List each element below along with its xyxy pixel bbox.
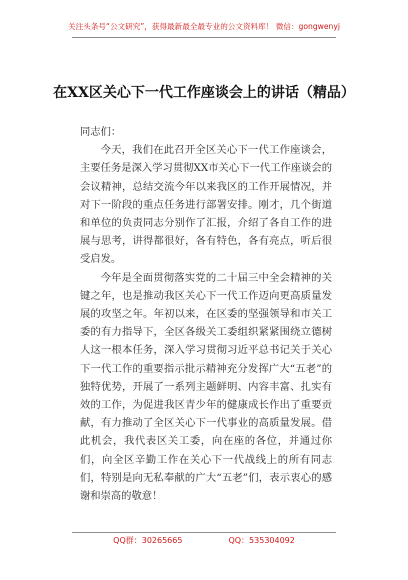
paragraph-2: 今年是全面贯彻落实党的二十届三中全会精神的关键之年，也是推动我区关心下一代工作迈向更高质量发展的攻坚之年。年初以来，在区委的坚强领导和市关工委的有力指导下，全区各级关工委组织紧紧围绕立德树人这一根本任务，深入学习贯彻习近平总书记关于关心下一代工作的重要指示批示精神充分发挥广大“五老”的独特优势，开展了一系列主题鲜明、内容丰富、扎实有效的工作，为促进我区青少年的健康成长作出了重要贡献，有力推动了全区关心下一代事业的高质量发展。借此机会，我代表区关工委，向在座的各位，并通过你们，向全区辛勤工作在关心下一代战线上的所有同志们，特别是向无私奉献的广大“五老”们，表示衷心的感谢和崇高的敬意！	[80, 271, 332, 503]
salutation: 同志们：	[80, 126, 122, 138]
header-promo-note: 关注头条号“公文研究”，获得最新最全最专业的公文资料库！ 微信：gongwenyj	[68, 22, 340, 31]
document-title: 在XX区关心下一代工作座谈会上的讲话（精品）	[53, 85, 355, 101]
footer-contact	[0, 535, 408, 546]
footer-qq-group: QQ群：30265665	[113, 536, 183, 545]
footer-divider	[72, 532, 336, 533]
footer-qq: QQ：535304092	[228, 536, 295, 545]
paragraph-1: 今天，我们在此召开全区关心下一代工作座谈会，主要任务是深入学习贯彻XX市关心下一代工作座谈会的会议精神，总结交流今年以来我区的工作开展情况，并对下一阶段的重点任务进行部署安排。刚才，几个街道和单位的负责同志分别作了汇报，介绍了各自工作的进展与思考，讲得都很好，各有特色，各有亮点，听后很受启发。	[80, 144, 332, 266]
document-body	[80, 123, 332, 505]
header-divider	[72, 37, 336, 38]
